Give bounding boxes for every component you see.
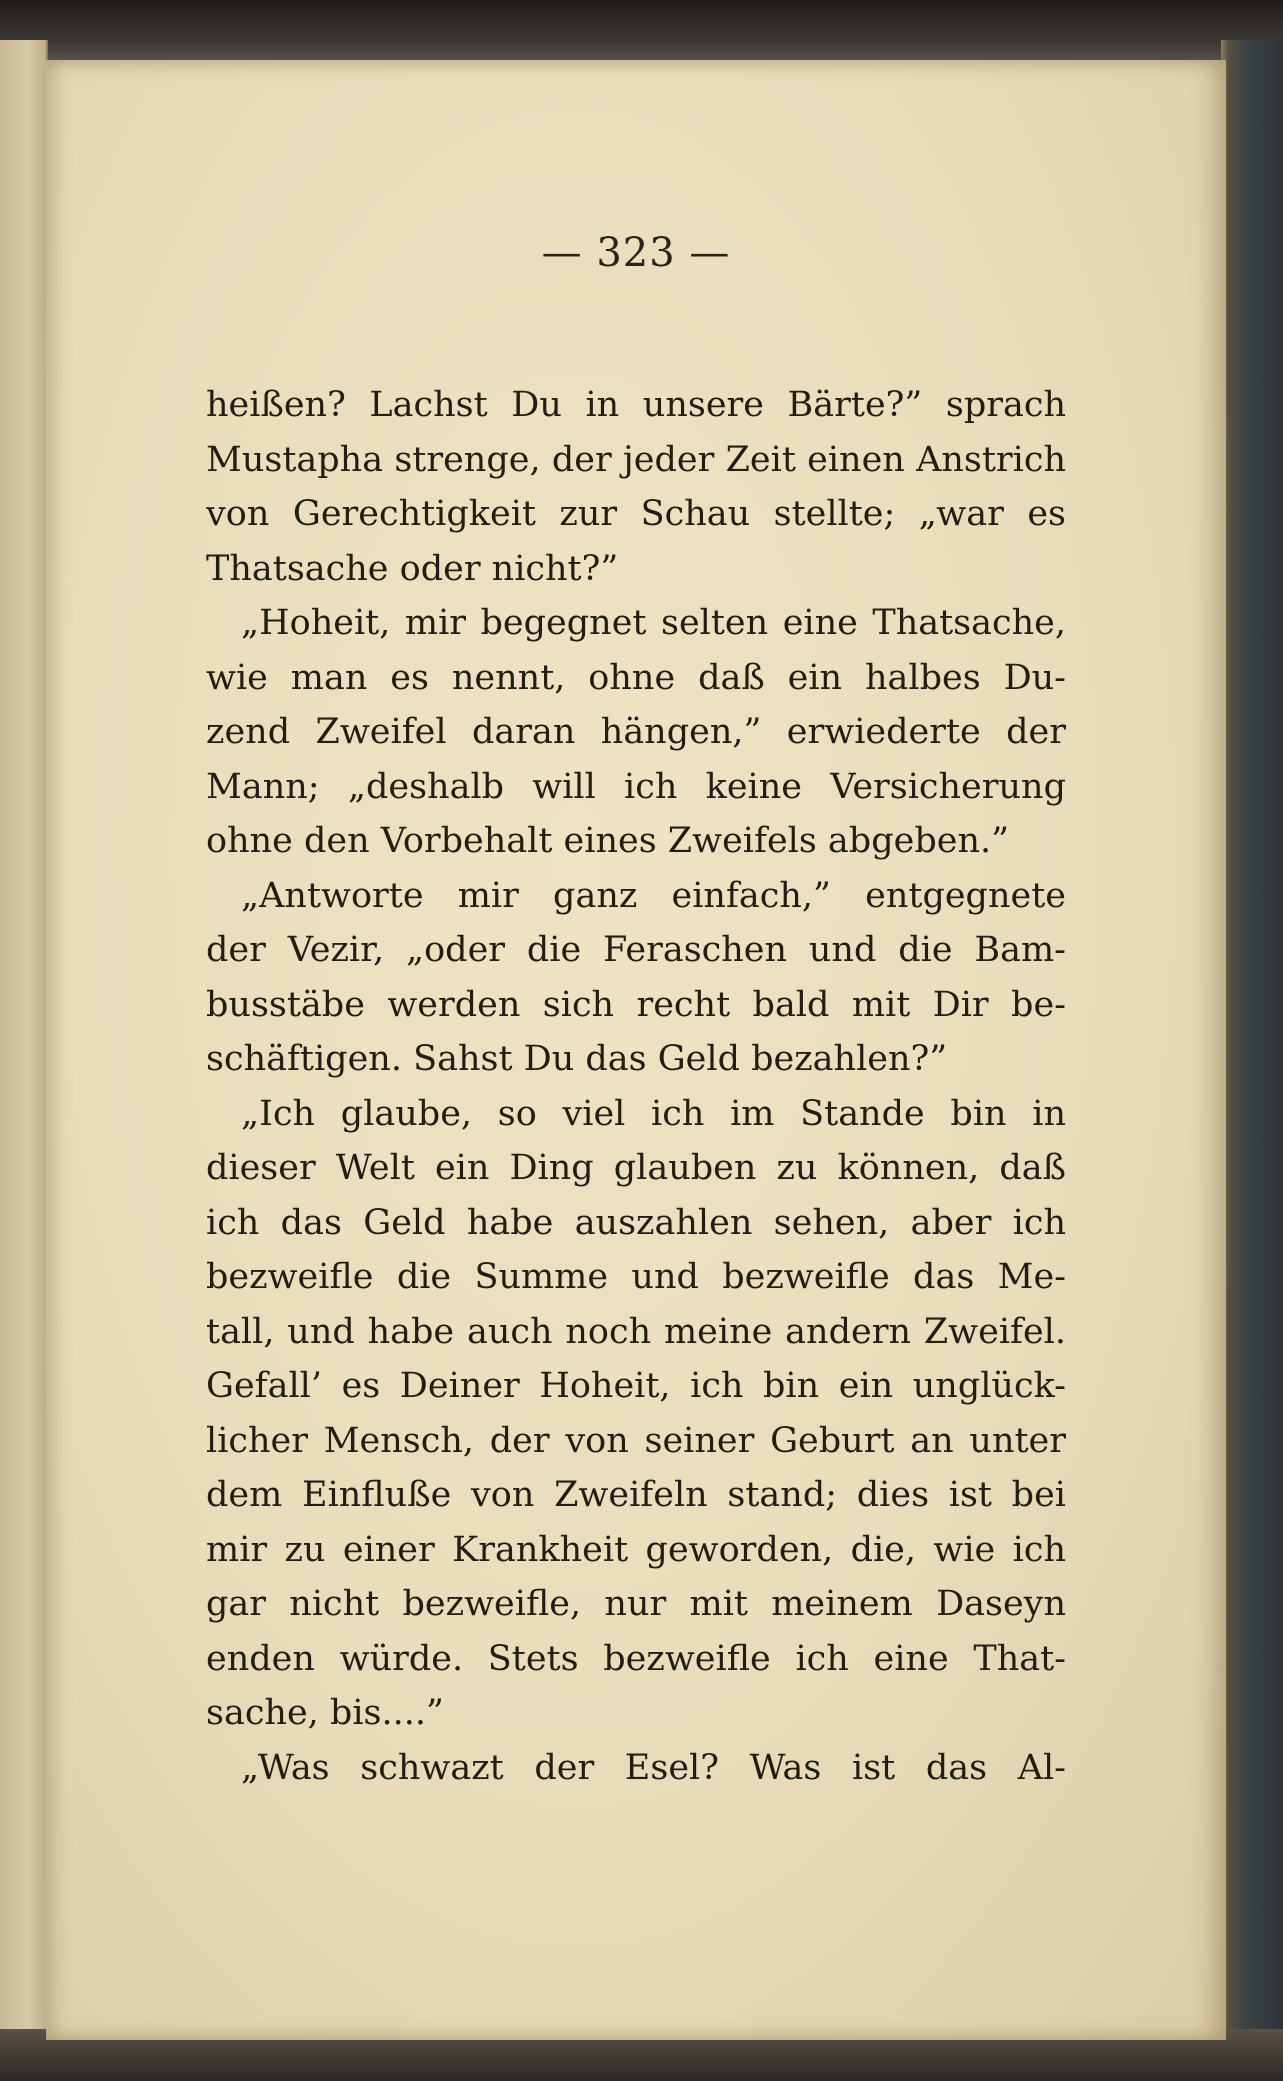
text-line: Mustapha strenge, der jeder Zeit einen Anstrich [206, 439, 1066, 480]
book-page [46, 60, 1226, 2040]
text-line: schäftigen. Sahst Du das Geld bezahlen?” [206, 1039, 948, 1079]
body-text [206, 378, 1066, 1795]
text-line: heißen? Lachst Du in unsere Bärte?” sprach [206, 385, 1066, 425]
text-line: enden würde. Stets bezweifle ich eine That- [206, 1638, 1066, 1679]
left-page-edge [0, 40, 48, 2050]
page-number: — 323 — [541, 230, 731, 276]
text-line: Gefall’ es Deiner Hoheit, ich bin ein unglück- [206, 1366, 1066, 1406]
text-line: „Antworte mir ganz einfach,” entgegnete [241, 875, 1066, 916]
text-line: „Was schwazt der Esel? Was ist das Al- [241, 1747, 1066, 1788]
text-line: busstäbe werden sich recht bald mit Dir be- [206, 984, 1066, 1025]
text-line: wie man es nennt, ohne daß ein halbes Du- [206, 657, 1066, 698]
cover-board-right [1221, 40, 1283, 2050]
text-line: der Vezir, „oder die Feraschen und die Bam- [206, 930, 1066, 970]
text-line: sache, bis....” [206, 1693, 444, 1733]
text-line: Mann; „deshalb will ich keine Versicherung [206, 766, 1066, 807]
text-line: licher Mensch, der von seiner Geburt an unter [206, 1420, 1066, 1461]
text-line: gar nicht bezweifle, nur mit meinem Daseyn [206, 1584, 1066, 1624]
text-line: bezweifle die Summe und bezweifle das Me- [206, 1257, 1066, 1297]
text-line: ich das Geld habe auszahlen sehen, aber ich [206, 1202, 1066, 1243]
cover-top-edge [0, 0, 1283, 60]
text-line: von Gerechtigkeit zur Schau stellte; „war es [206, 494, 1066, 534]
text-line: Thatsache oder nicht?” [206, 548, 619, 589]
text-line: mir zu einer Krankheit geworden, die, wie ich [206, 1529, 1066, 1570]
text-line: „Hoheit, mir begegnet selten eine Thatsache, [241, 603, 1066, 643]
text-line: dem Einfluße von Zweifeln stand; dies ist bei [206, 1475, 1066, 1515]
text-line: ohne den Vorbehalt eines Zweifels abgeben.” [206, 821, 1010, 861]
text-line: dieser Welt ein Ding glauben zu können, daß [206, 1148, 1066, 1188]
text-line: „Ich glaube, so viel ich im Stande bin in [241, 1093, 1066, 1134]
text-line: zend Zweifel daran hängen,” erwiederte der [206, 712, 1066, 752]
text-line: tall, und habe auch noch meine andern Zweifel. [206, 1311, 1066, 1352]
